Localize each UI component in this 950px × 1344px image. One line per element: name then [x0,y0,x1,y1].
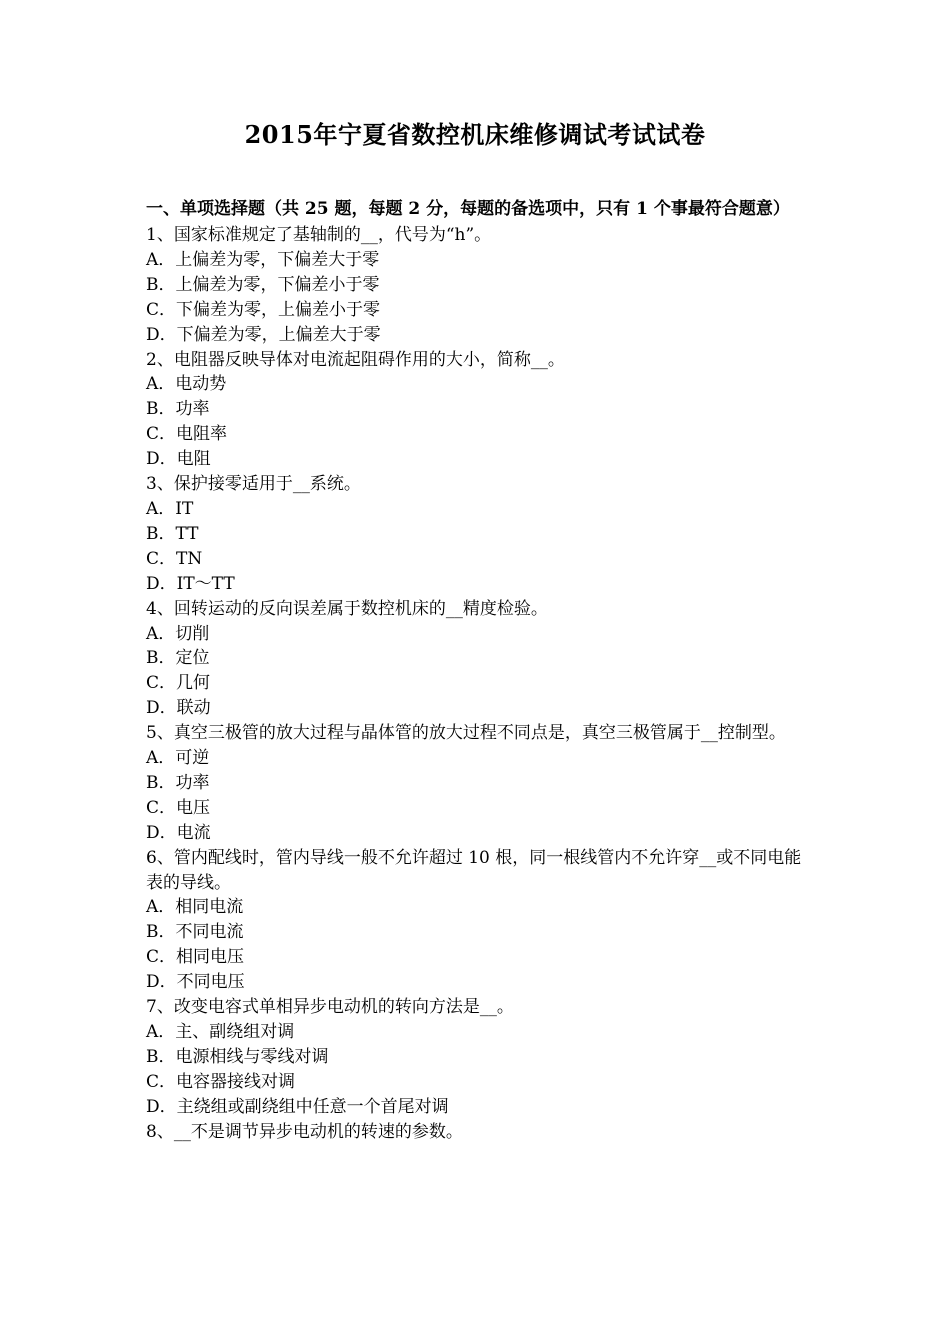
option-a: A．切削 [146,623,210,644]
option-d: D．不同电压 [146,972,245,993]
option-a: A．上偏差为零，下偏差大于零 [146,249,380,270]
question-3 [146,472,810,597]
question-list [146,197,810,1145]
option-d: D．主绕组或副绕组中任意一个首尾对调 [146,1096,449,1117]
option-b: B．TT [146,523,199,544]
page-title: 2015年宁夏省数控机床维修调试考试试卷 [244,120,706,149]
option-c: C．电容器接线对调 [146,1071,296,1092]
option-c: C．电压 [146,797,211,818]
option-b: B．功率 [146,399,210,420]
option-b: B．上偏差为零，下偏差小于零 [146,274,380,295]
question-stem: 4、回转运动的反向误差属于数控机床的__精度检验。 [146,598,548,619]
question-4 [146,597,810,722]
option-d: D．下偏差为零，上偏差大于零 [146,324,381,345]
question-6 [146,846,810,995]
option-b: B．定位 [146,648,210,669]
option-c: C．相同电压 [146,947,245,968]
option-d: D．联动 [146,698,211,719]
question-2 [146,348,810,473]
question-stem: 6、管内配线时，管内导线一般不允许超过 10 根，同一根线管内不允许穿__或不同电能表的导线。 [146,847,802,893]
option-d: D．电阻 [146,449,211,470]
question-7 [146,995,810,1120]
option-b: B．功率 [146,772,210,793]
option-c: C．TN [146,548,203,569]
option-d: D．电流 [146,822,211,843]
question-stem: 8、__不是调节异步电动机的转速的参数。 [146,1121,463,1142]
option-a: A．可逆 [146,748,210,769]
option-c: C．电阻率 [146,424,228,445]
question-stem: 1、国家标准规定了基轴制的__，代号为“h”。 [146,225,492,245]
question-stem: 7、改变电容式单相异步电动机的转向方法是__。 [146,997,514,1018]
section-heading: 一、单项选择题（共 25 题，每题 2 分，每题的备选项中，只有 1 个事最符合题意） [146,199,790,219]
option-a: A．IT [146,498,194,519]
option-b: B．不同电流 [146,922,244,943]
question-stem: 2、电阻器反映导体对电流起阻碍作用的大小，简称__。 [146,349,565,370]
question-5 [146,721,810,846]
option-d: D．IT～TT [146,573,235,594]
option-a: A．相同电流 [146,897,244,918]
question-1 [146,223,810,348]
question-8 [146,1120,810,1145]
question-stem: 3、保护接零适用于__系统。 [146,474,361,495]
option-c: C．几何 [146,673,211,694]
option-a: A．电动势 [146,374,227,395]
option-b: B．电源相线与零线对调 [146,1046,329,1067]
option-c: C．下偏差为零，上偏差小于零 [146,299,381,320]
question-stem: 5、真空三极管的放大过程与晶体管的放大过程不同点是，真空三极管属于__控制型。 [146,723,786,744]
option-a: A．主、副绕组对调 [146,1022,295,1042]
